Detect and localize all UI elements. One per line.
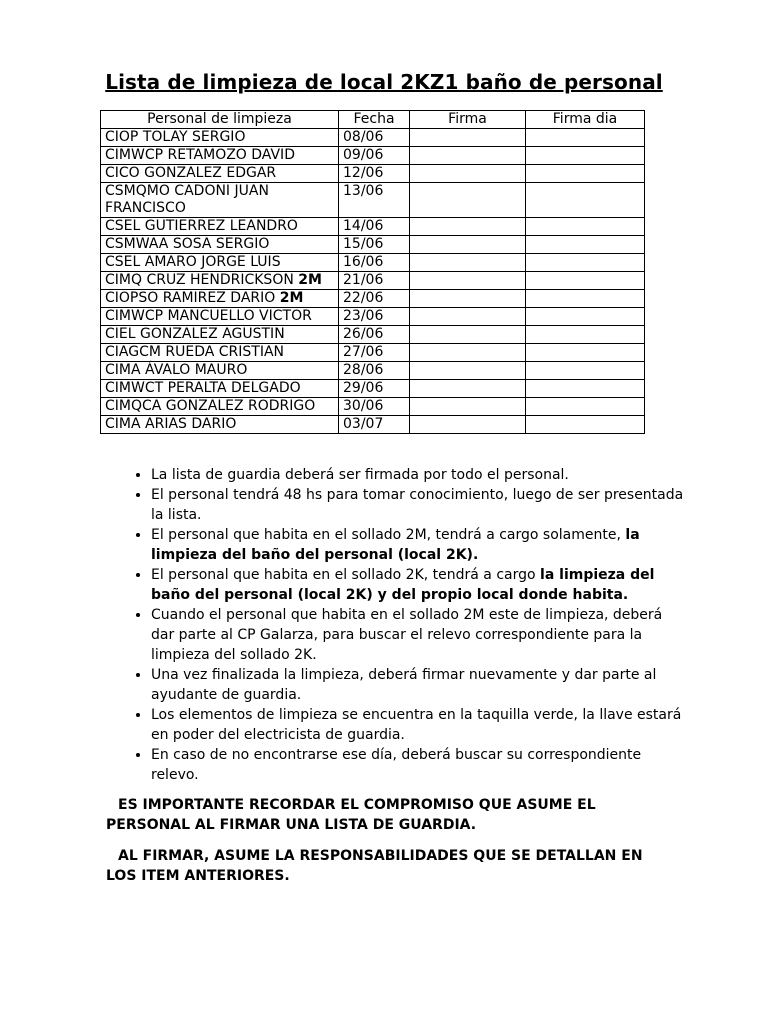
- list-item-text: El personal que habita en el sollado 2K, tendrá a cargo: [151, 567, 541, 583]
- list-item: [151, 465, 686, 485]
- date-cell: 30/06: [339, 398, 410, 416]
- day-signature-cell: [526, 416, 645, 434]
- personnel-name-cell: [101, 380, 339, 398]
- personnel-name-cell: [101, 398, 339, 416]
- table-body: [101, 129, 645, 434]
- table-row: [101, 147, 645, 165]
- signature-cell: [410, 344, 526, 362]
- signature-cell: [410, 326, 526, 344]
- table-row: [101, 183, 645, 218]
- list-item: [151, 745, 686, 785]
- date-cell: 15/06: [339, 236, 410, 254]
- day-signature-cell: [526, 362, 645, 380]
- date-cell: 14/06: [339, 218, 410, 236]
- personnel-name-cell: [101, 165, 339, 183]
- personnel-name-cell: [101, 362, 339, 380]
- personnel-name: CIMWCT PERALTA DELGADO: [105, 380, 301, 396]
- table-header-row: [101, 111, 645, 129]
- date-cell: 21/06: [339, 272, 410, 290]
- date-cell: 13/06: [339, 183, 410, 218]
- date-cell: 28/06: [339, 362, 410, 380]
- table-row: [101, 344, 645, 362]
- list-item: [151, 525, 686, 565]
- list-item-text: Cuando el personal que habita en el sollado 2M este de limpieza, deberá dar parte al CP Galarza, para buscar el relevo correspondiente para la limpieza del sollado 2K.: [151, 607, 663, 663]
- personnel-name: CIMA ARIAS DARIO: [105, 416, 237, 432]
- personnel-name: CIMQCA GONZALEZ RODRIGO: [105, 398, 316, 414]
- table-row: [101, 272, 645, 290]
- day-signature-cell: [526, 344, 645, 362]
- day-signature-cell: [526, 147, 645, 165]
- list-item-text: El personal tendrá 48 hs para tomar conocimiento, luego de ser presentada la lista.: [151, 487, 684, 523]
- personnel-name: CIMWCP RETAMOZO DAVID: [105, 147, 295, 163]
- personnel-name: CIAGCM RUEDA CRISTIAN: [105, 344, 285, 360]
- list-item-emphasis: la limpieza del baño del personal (local 2K).: [151, 527, 640, 563]
- table-row: [101, 129, 645, 147]
- signature-cell: [410, 165, 526, 183]
- list-item-text: Los elementos de limpieza se encuentra en la taquilla verde, la llave estará en poder del electricista de guardia.: [151, 707, 682, 743]
- list-item-text: En caso de no encontrarse ese día, deberá buscar su correspondiente relevo.: [151, 747, 642, 783]
- signature-cell: [410, 398, 526, 416]
- personnel-name: CSMQMO CADONI JUAN FRANCISCO: [105, 183, 269, 216]
- list-item: [151, 485, 686, 525]
- personnel-name: CIMQ CRUZ HENDRICKSON: [105, 272, 299, 288]
- personnel-name-cell: [101, 272, 339, 290]
- date-cell: 27/06: [339, 344, 410, 362]
- date-cell: 22/06: [339, 290, 410, 308]
- day-signature-cell: [526, 290, 645, 308]
- personnel-name-cell: [101, 218, 339, 236]
- day-signature-cell: [526, 183, 645, 218]
- personnel-name: CSEL GUTIERREZ LEANDRO: [105, 218, 298, 234]
- header-fecha: Fecha: [339, 111, 410, 129]
- date-cell: 23/06: [339, 308, 410, 326]
- list-item-text: La lista de guardia deberá ser firmada por todo el personal.: [151, 467, 569, 483]
- table-row: [101, 236, 645, 254]
- important-note: ES IMPORTANTE RECORDAR EL COMPROMISO QUE ASUME EL PERSONAL AL FIRMAR UNA LISTA DE GUARDIA.: [106, 797, 596, 833]
- table-row: [101, 218, 645, 236]
- table-row: [101, 308, 645, 326]
- day-signature-cell: [526, 236, 645, 254]
- list-item: [151, 565, 686, 605]
- table-row: [101, 290, 645, 308]
- header-firma: Firma: [410, 111, 526, 129]
- personnel-name: CSMWAA SOSA SERGIO: [105, 236, 270, 252]
- day-signature-cell: [526, 272, 645, 290]
- signature-cell: [410, 308, 526, 326]
- day-signature-cell: [526, 398, 645, 416]
- signature-cell: [410, 416, 526, 434]
- table-row: [101, 416, 645, 434]
- personnel-name-cell: [101, 344, 339, 362]
- date-cell: 29/06: [339, 380, 410, 398]
- day-signature-cell: [526, 218, 645, 236]
- date-cell: 03/07: [339, 416, 410, 434]
- rules-list: [130, 465, 686, 785]
- list-item-text: Una vez finalizada la limpieza, deberá firmar nuevamente y dar parte al ayudante de guardia.: [151, 667, 657, 703]
- signature-cell: [410, 183, 526, 218]
- table-row: [101, 362, 645, 380]
- signature-cell: [410, 290, 526, 308]
- sollado-tag: 2M: [298, 272, 322, 288]
- header-personal: Personal de limpieza: [101, 111, 339, 129]
- signature-cell: [410, 218, 526, 236]
- date-cell: 09/06: [339, 147, 410, 165]
- list-item-emphasis: la limpieza del baño del personal (local 2K) y del propio local donde habita.: [151, 567, 655, 603]
- date-cell: 12/06: [339, 165, 410, 183]
- personnel-name-cell: [101, 308, 339, 326]
- date-cell: 16/06: [339, 254, 410, 272]
- personnel-name: CICO GONZALEZ EDGAR: [105, 165, 277, 181]
- list-item: [151, 705, 686, 745]
- date-cell: 26/06: [339, 326, 410, 344]
- personnel-name-cell: [101, 290, 339, 308]
- document-title: Lista de limpieza de local 2KZ1 baño de personal: [105, 70, 663, 94]
- signature-cell: [410, 254, 526, 272]
- personnel-name-cell: [101, 254, 339, 272]
- sollado-tag: 2M: [279, 290, 304, 306]
- list-item-text: El personal que habita en el sollado 2M, tendrá a cargo solamente,: [151, 527, 626, 543]
- personnel-name: CIMWCP MANCUELLO VICTOR: [105, 308, 312, 324]
- list-item: [151, 605, 686, 665]
- day-signature-cell: [526, 380, 645, 398]
- personnel-name-cell: [101, 236, 339, 254]
- day-signature-cell: [526, 165, 645, 183]
- signature-cell: [410, 236, 526, 254]
- signature-cell: [410, 272, 526, 290]
- signature-cell: [410, 147, 526, 165]
- personnel-name: CIMA ÁVALO MAURO: [105, 362, 248, 378]
- day-signature-cell: [526, 129, 645, 147]
- personnel-name-cell: [101, 147, 339, 165]
- cleaning-schedule-table: [100, 110, 645, 434]
- personnel-name-cell: [101, 326, 339, 344]
- list-item: [151, 665, 686, 705]
- personnel-name: CIEL GONZALEZ AGUSTIN: [105, 326, 285, 342]
- table-row: [101, 165, 645, 183]
- personnel-name: CSEL AMARO JORGE LUIS: [105, 254, 281, 270]
- signature-cell: [410, 362, 526, 380]
- personnel-name: CIOP TOLAY SERGIO: [105, 129, 246, 145]
- responsibility-note: AL FIRMAR, ASUME LA RESPONSABILIDADES QUE SE DETALLAN EN LOS ITEM ANTERIORES.: [106, 848, 643, 884]
- day-signature-cell: [526, 254, 645, 272]
- table-row: [101, 398, 645, 416]
- personnel-name-cell: [101, 129, 339, 147]
- table-row: [101, 254, 645, 272]
- signature-cell: [410, 129, 526, 147]
- day-signature-cell: [526, 308, 645, 326]
- date-cell: 08/06: [339, 129, 410, 147]
- personnel-name-cell: [101, 416, 339, 434]
- personnel-name: CIOPSO RAMIREZ DARIO: [105, 290, 280, 306]
- personnel-name-cell: [101, 183, 339, 218]
- table-row: [101, 326, 645, 344]
- signature-cell: [410, 380, 526, 398]
- day-signature-cell: [526, 326, 645, 344]
- header-firma-dia: Firma dia: [526, 111, 645, 129]
- table-row: [101, 380, 645, 398]
